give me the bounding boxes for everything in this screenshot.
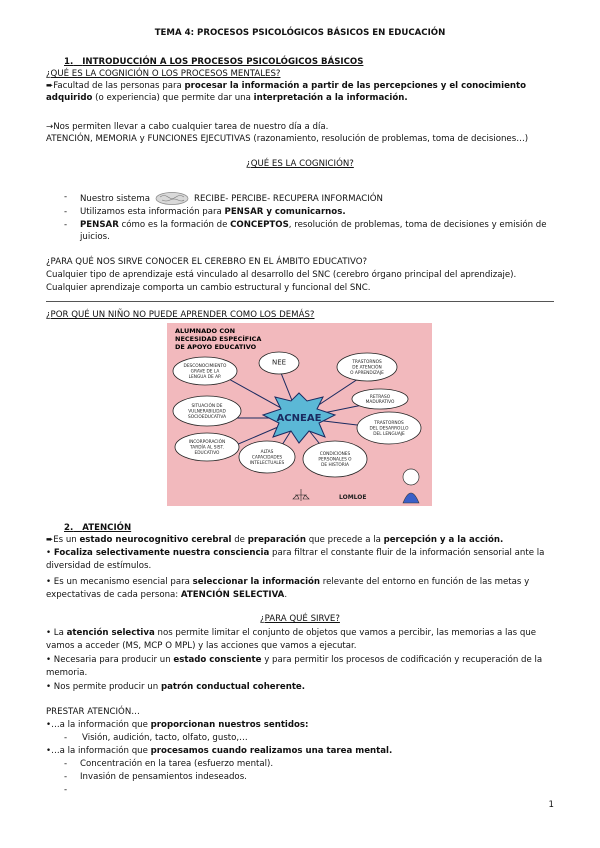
paragraph: •…a la información que proporcionan nuestros sentidos: [46, 720, 309, 730]
list-item: - [64, 220, 68, 230]
bubble-label: GRAVE DE LA [190, 369, 220, 375]
paragraph: expectativas de cada persona: ATENCIÓN SELECTIVA. [46, 590, 288, 600]
section-2-heading: 2. ATENCIÓN [64, 523, 132, 533]
bubble-label: ALTAS [260, 450, 274, 456]
bubble-label: VULNERABILIDAD [188, 409, 226, 415]
list-item: juicios. [80, 232, 110, 242]
bubble-label: LENGUA DE AP. [188, 374, 222, 380]
bubble-label: SOCIOEDUCATIVA [187, 414, 227, 420]
paragraph: ➨Facultad de las personas para procesar la información a partir de las percepciones y el conocimiento [46, 81, 527, 91]
bubble-label: DE HISTORIA [321, 462, 349, 468]
bubble-label: SITUACIÓN DE [191, 404, 223, 410]
paragraph: • Focaliza selectivamente nuestra consciencia para filtrar el constante fluir de la información sensorial ante la [46, 548, 545, 558]
paragraph: • Es un mecanismo esencial para seleccionar la información relevante del entorno en función de las metas y [46, 577, 530, 587]
paragraph: • Nos permite producir un patrón conductual coherente. [46, 682, 306, 692]
bubble-label: DEL DESARROLLO [369, 426, 409, 432]
brain-image [154, 192, 190, 205]
paragraph: →Nos permiten llevar a cabo cualquier tarea de nuestro día a día. [46, 122, 329, 132]
bubble-label: RETRASO [369, 394, 391, 400]
section-number: 1. [64, 57, 74, 67]
paragraph: PRESTAR ATENCIÓN… [46, 707, 140, 717]
list-item: - [64, 759, 68, 769]
list-item: Nuestro sistema RECIBE- PERCIBE- RECUPERA INFORMACIÓN [80, 194, 383, 204]
list-item: PENSAR cómo es la formación de CONCEPTOS, resolución de problemas, toma de decisiones y emisión de [80, 220, 547, 230]
poster-title-1: ALUMNADO CON [175, 327, 236, 335]
list-item: - [64, 785, 68, 795]
paragraph: • Necesaria para producir un estado consciente y para permitir los procesos de codificación y recuperación de la [46, 655, 543, 665]
list-item: Concentración en la tarea (esfuerzo mental). [80, 759, 274, 769]
list-item: - [64, 733, 68, 743]
page-title: TEMA 4: PROCESOS PSICOLÓGICOS BÁSICOS EN EDUCACIÓN [154, 28, 446, 38]
list-item: Visión, audición, tacto, olfato, gusto,… [82, 733, 248, 743]
paragraph: adquirido (o experiencia) que permite dar una interpretación a la información. [46, 93, 408, 103]
bubble-label: EDUCATIVO [194, 450, 220, 456]
paragraph: Cualquier tipo de aprendizaje está vinculado al desarrollo del SNC (cerebro órgano principal del aprendizaje). [46, 270, 517, 280]
page-number: 1 [548, 800, 554, 810]
paragraph: ATENCIÓN, MEMORIA y FUNCIONES EJECUTIVAS (razonamiento, resolución de problemas, toma de decisiones…) [46, 134, 529, 144]
bubble-label: O APRENDIZAJE [350, 370, 384, 376]
paragraph: vamos a acceder (MS, MCP O MPL) y las acciones que vamos a ejecutar. [46, 641, 357, 651]
question-heading: ¿POR QUÉ UN NIÑO NO PUEDE APRENDER COMO LOS DEMÁS? [46, 310, 315, 320]
question-heading: ¿QUÉ ES LA COGNICIÓN? [246, 159, 354, 169]
list-item: - [64, 207, 68, 217]
list-item: - [64, 192, 68, 202]
list-item: Utilizamos esta información para PENSAR y comunicarnos. [80, 207, 346, 217]
question-heading: ¿QUÉ ES LA COGNICIÓN O LOS PROCESOS MENTALES? [46, 69, 281, 79]
bubble-label: TARDÍA AL SIST. [190, 445, 224, 451]
bubble-label: DEL LENGUAJE [373, 431, 405, 437]
paragraph: •…a la información que procesamos cuando realizamos una tarea mental. [46, 746, 393, 756]
bubble-label: MADURATIVO [365, 400, 395, 406]
poster-title-3: DE APOYO EDUCATIVO [175, 343, 257, 351]
bubble-label: INCORPORACIÓN [188, 440, 226, 446]
center-label: ACNEAE [276, 413, 322, 424]
paragraph: memoria. [46, 668, 88, 678]
paragraph: ➨Es un estado neurocognitivo cerebral de preparación que precede a la percepción y a la acción. [46, 535, 504, 545]
bubble-label: CAPACIDADES [251, 455, 283, 461]
bubble-label: INTELECTUALES [249, 460, 285, 466]
bubble-label: CONDICIONES [319, 452, 351, 458]
bubble-label: PERSONALES O [318, 457, 352, 463]
paragraph: diversidad de estímulos. [46, 561, 152, 571]
paragraph: • La atención selectiva nos permite limitar el conjunto de objetos que vamos a percibir, las memorias a las que [46, 628, 537, 638]
child-body-icon [403, 493, 419, 503]
bubble-label: NEE [271, 358, 287, 367]
list-item: - [64, 772, 68, 782]
question-heading: ¿PARA QUÉ SIRVE? [260, 614, 340, 624]
bubble-label: DE ATENCIÓN [352, 365, 382, 371]
poster-title-2: NECESIDAD ESPECÍFICA [175, 335, 262, 343]
child-figure-icon [403, 469, 419, 485]
list-item: Invasión de pensamientos indeseados. [80, 772, 247, 782]
acneae-poster [167, 323, 432, 506]
paragraph: ¿PARA QUÉ NOS SIRVE CONOCER EL CEREBRO EN EL ÁMBITO EDUCATIVO? [46, 257, 368, 267]
bubble-label: TRASTORNOS [352, 360, 382, 366]
bubble-label: TRASTORNOS [374, 421, 404, 427]
paragraph: Cualquier aprendizaje comporta un cambio estructural y funcional del SNC. [46, 283, 371, 293]
poster-brand: LOMLOE [339, 494, 367, 501]
scales-icon [293, 489, 309, 501]
section-1-heading [64, 57, 363, 68]
divider [46, 301, 554, 302]
bubble-label: DESCONOCIMIENTO [183, 364, 227, 370]
section-heading-text: INTRODUCCIÓN A LOS PROCESOS PSICOLÓGICOS BÁSICOS [82, 57, 364, 67]
